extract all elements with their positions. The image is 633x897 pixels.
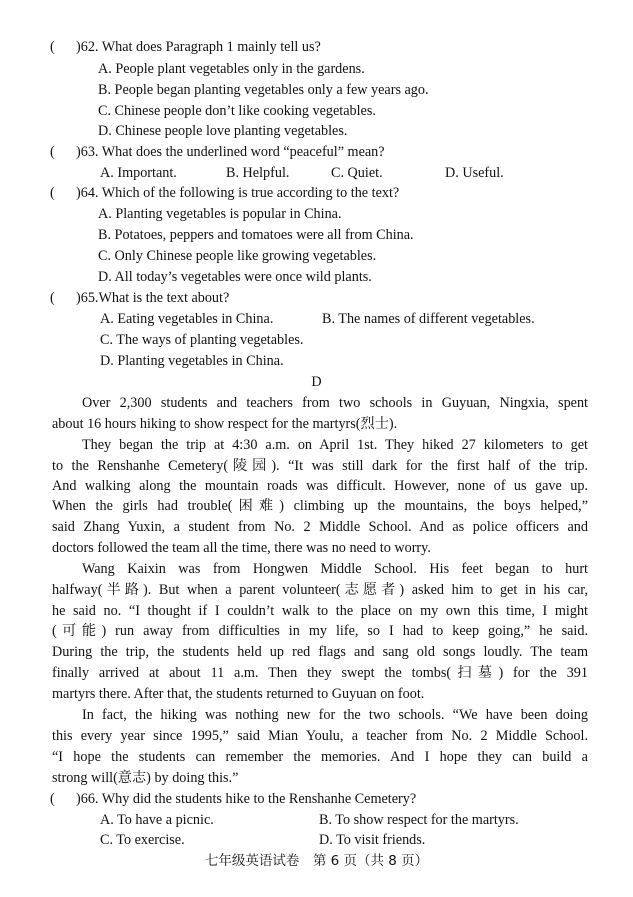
question-66-options-cd [100,831,425,849]
question-64-stem [50,184,399,202]
passage-line: to the Renshanhe Cemetery(陵园). “It was still dark for the first half of the trip. [52,458,588,474]
passage-line: martyrs there. After that, the students returned to Guyuan on foot. [52,686,425,702]
question-66-option-b: B. To show respect for the martyrs. [319,812,519,828]
question-65-text: )65.What is the text about? [76,290,230,306]
question-65-option-a: A. Eating vegetables in China. [100,311,274,327]
page-footer: 七年级英语试卷 第 6 页（共 8 页） [204,853,429,869]
question-63-option-b: B. Helpful. [226,165,290,181]
answer-paren: ( [50,791,55,807]
answer-paren: ( [50,39,55,55]
passage-line: this every year since 1995,” said Mian Youlu, a teacher from No. 2 Middle School. [52,728,588,744]
question-65-option-d: D. Planting vegetables in China. [100,353,284,369]
question-64-text: )64. Which of the following is true according to the text? [76,185,400,201]
passage-line: And walking along the mountain roads was difficult. However, none of us gave up. [52,478,588,494]
question-62-text: )62. What does Paragraph 1 mainly tell us? [76,39,321,55]
passage-line: strong will(意志) by doing this.” [52,770,239,786]
answer-paren: ( [50,144,55,160]
question-65-options-ab [100,310,535,328]
question-66-options-ab [100,811,519,829]
question-66-option-a: A. To have a picnic. [100,812,214,828]
question-63-options [100,164,504,182]
passage-line: When the girls had trouble(困难) climbing up the mountains, the boys helped,” [52,498,588,514]
passage-line: “I hope the students can remember the memories. And I hope they can build a [52,749,588,765]
question-62-option-d: D. Chinese people love planting vegetables. [98,123,348,139]
question-63-stem [50,143,385,161]
question-66-text: )66. Why did the students hike to the Renshanhe Cemetery? [76,791,417,807]
question-66-option-c: C. To exercise. [100,832,185,848]
passage-line: During the trip, the students held up red flags and sang old songs loudly. The team [52,644,588,660]
passage-line: halfway(半路). But when a parent volunteer(志愿者) asked him to get in his car, [52,582,588,598]
question-64-option-c: C. Only Chinese people like growing vegetables. [98,248,377,264]
passage-heading: D [311,374,322,390]
question-63-option-d: D. Useful. [445,165,504,181]
passage-line: In fact, the hiking was nothing new for the two schools. “We have been doing [82,707,588,723]
question-65-option-b: B. The names of different vegetables. [322,311,535,327]
passage-line: said Zhang Yuxin, a student from No. 2 Middle School. And as police officers and [52,519,588,535]
question-64-option-a: A. Planting vegetables is popular in China. [98,206,342,222]
answer-paren: ( [50,185,55,201]
question-63-text: )63. What does the underlined word “peaceful” mean? [76,144,385,160]
question-63-option-a: A. Important. [100,165,177,181]
question-64-option-b: B. Potatoes, peppers and tomatoes were all from China. [98,227,414,243]
question-62-option-b: B. People began planting vegetables only a few years ago. [98,82,429,98]
passage-line: he said no. “I thought if I couldn’t walk to the place on my own this time, I might [52,603,588,619]
question-66-stem [50,790,416,808]
answer-paren: ( [50,290,55,306]
passage-line: Wang Kaixin was from Hongwen Middle School. His feet began to hurt [82,561,588,577]
passage-line: doctors followed the team all the time, there was no need to worry. [52,540,431,556]
question-66-option-d: D. To visit friends. [319,832,426,848]
question-64-option-d: D. All today’s vegetables were once wild plants. [98,269,372,285]
question-63-option-c: C. Quiet. [331,165,383,181]
passage-line: (可能) run away from difficulties in my life, so I had to keep going,” he said. [52,623,588,639]
question-65-option-c: C. The ways of planting vegetables. [100,332,304,348]
question-65-stem [50,289,229,307]
passage-line: Over 2,300 students and teachers from two schools in Guyuan, Ningxia, spent [82,395,588,411]
passage-line: They began the trip at 4:30 a.m. on April 1st. They hiked 27 kilometers to get [82,437,588,453]
question-62-option-c: C. Chinese people don’t like cooking vegetables. [98,103,376,119]
passage-line: about 16 hours hiking to show respect for the martyrs(烈士). [52,416,398,432]
passage-line: finally arrived at about 11 a.m. Then they swept the tombs(扫墓) for the 391 [52,665,588,681]
question-62-option-a: A. People plant vegetables only in the gardens. [98,61,365,77]
question-62-stem [50,38,321,56]
